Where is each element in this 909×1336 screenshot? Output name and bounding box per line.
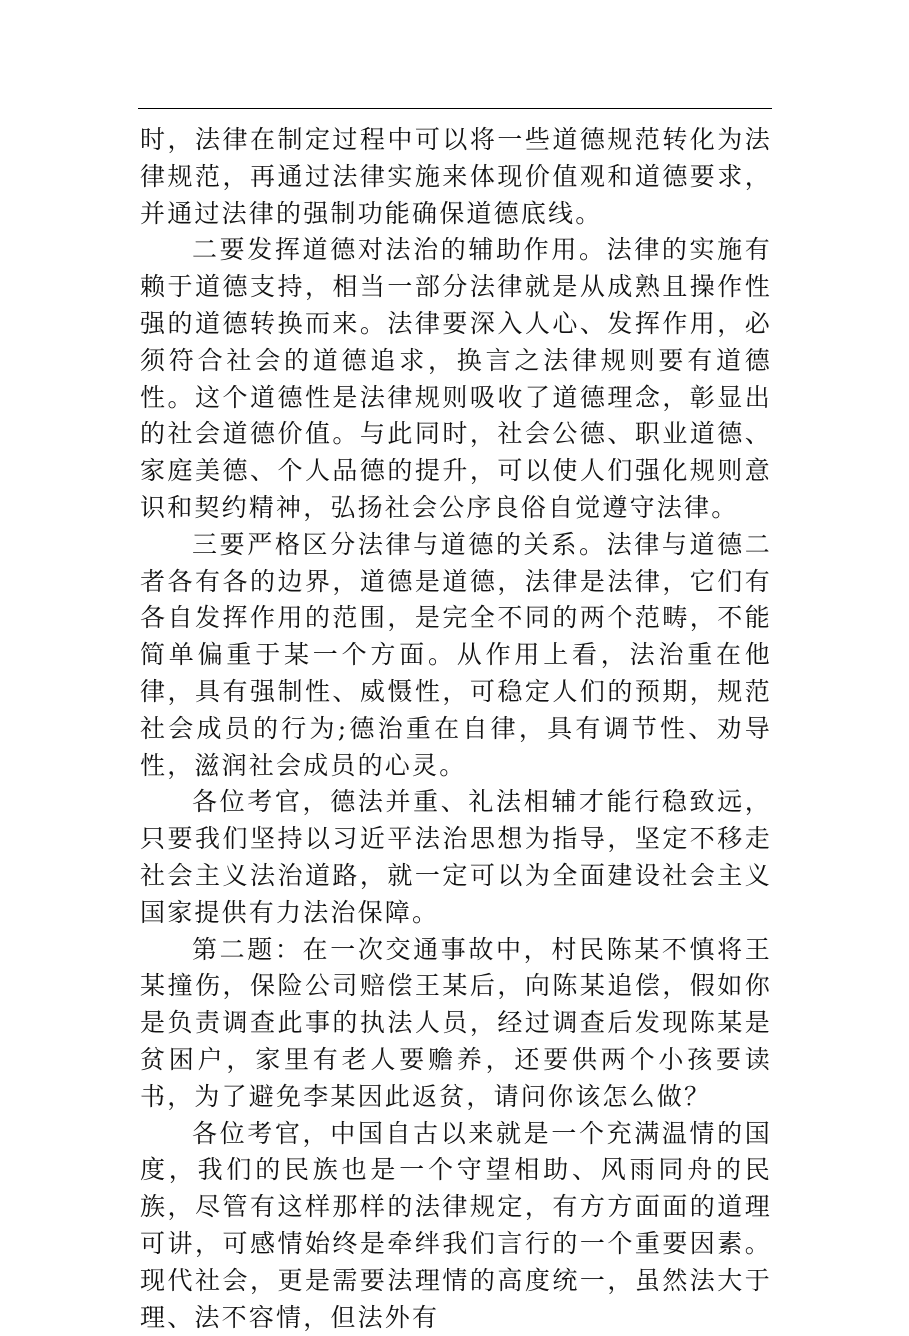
body-text	[140, 122, 772, 1336]
paragraph-answer-two: 各位考官，中国自古以来就是一个充满温情的国度，我们的民族也是一个守望相助、风雨同舟的民族，尽管有这样那样的法律规定，有方方面面的道理可讲，可感情始终是牵绊我们言行的一个重要因素。现代社会，更是需要法理情的高度统一，虽然法大于理、法不容情，但法外有	[140, 1118, 772, 1332]
paragraph-question-two: 第二题：在一次交通事故中，村民陈某不慎将王某撞伤，保险公司赔偿王某后，向陈某追偿，假如你是负责调查此事的执法人员，经过调查后发现陈某是贫困户，家里有老人要赡养，还要供两个小孩要读书，为了避免李某因此返贫，请问你该怎么做？	[140, 934, 772, 1111]
paragraph-continuation: 时，法律在制定过程中可以将一些道德规范转化为法律规范，再通过法律实施来体现价值观和道德要求，并通过法律的强制功能确保道德底线。	[140, 125, 772, 228]
header-rule	[138, 108, 772, 109]
paragraph-conclusion: 各位考官，德法并重、礼法相辅才能行稳致远，只要我们坚持以习近平法治思想为指导，坚定不移走社会主义法治道路，就一定可以为全面建设社会主义国家提供有力法治保障。	[140, 787, 772, 927]
paragraph-law-moral-boundary: 三要严格区分法律与道德的关系。法律与道德二者各有各的边界，道德是道德，法律是法律，它们有各自发挥作用的范围，是完全不同的两个范畴，不能简单偏重于某一个方面。从作用上看，法治重在他律，具有强制性、威慑性，可稳定人们的预期，规范社会成员的行为;德治重在自律，具有调节性、劝导性，滋润社会成员的心灵。	[140, 529, 772, 780]
paragraph-moral-support: 二要发挥道德对法治的辅助作用。法律的实施有赖于道德支持，相当一部分法律就是从成熟且操作性强的道德转换而来。法律要深入人心、发挥作用，必须符合社会的道德追求，换言之法律规则要有道德性。这个道德性是法律规则吸收了道德理念，彰显出的社会道德价值。与此同时，社会公德、职业道德、家庭美德、个人品德的提升，可以使人们强化规则意识和契约精神，弘扬社会公序良俗自觉遵守法律。	[140, 235, 772, 522]
